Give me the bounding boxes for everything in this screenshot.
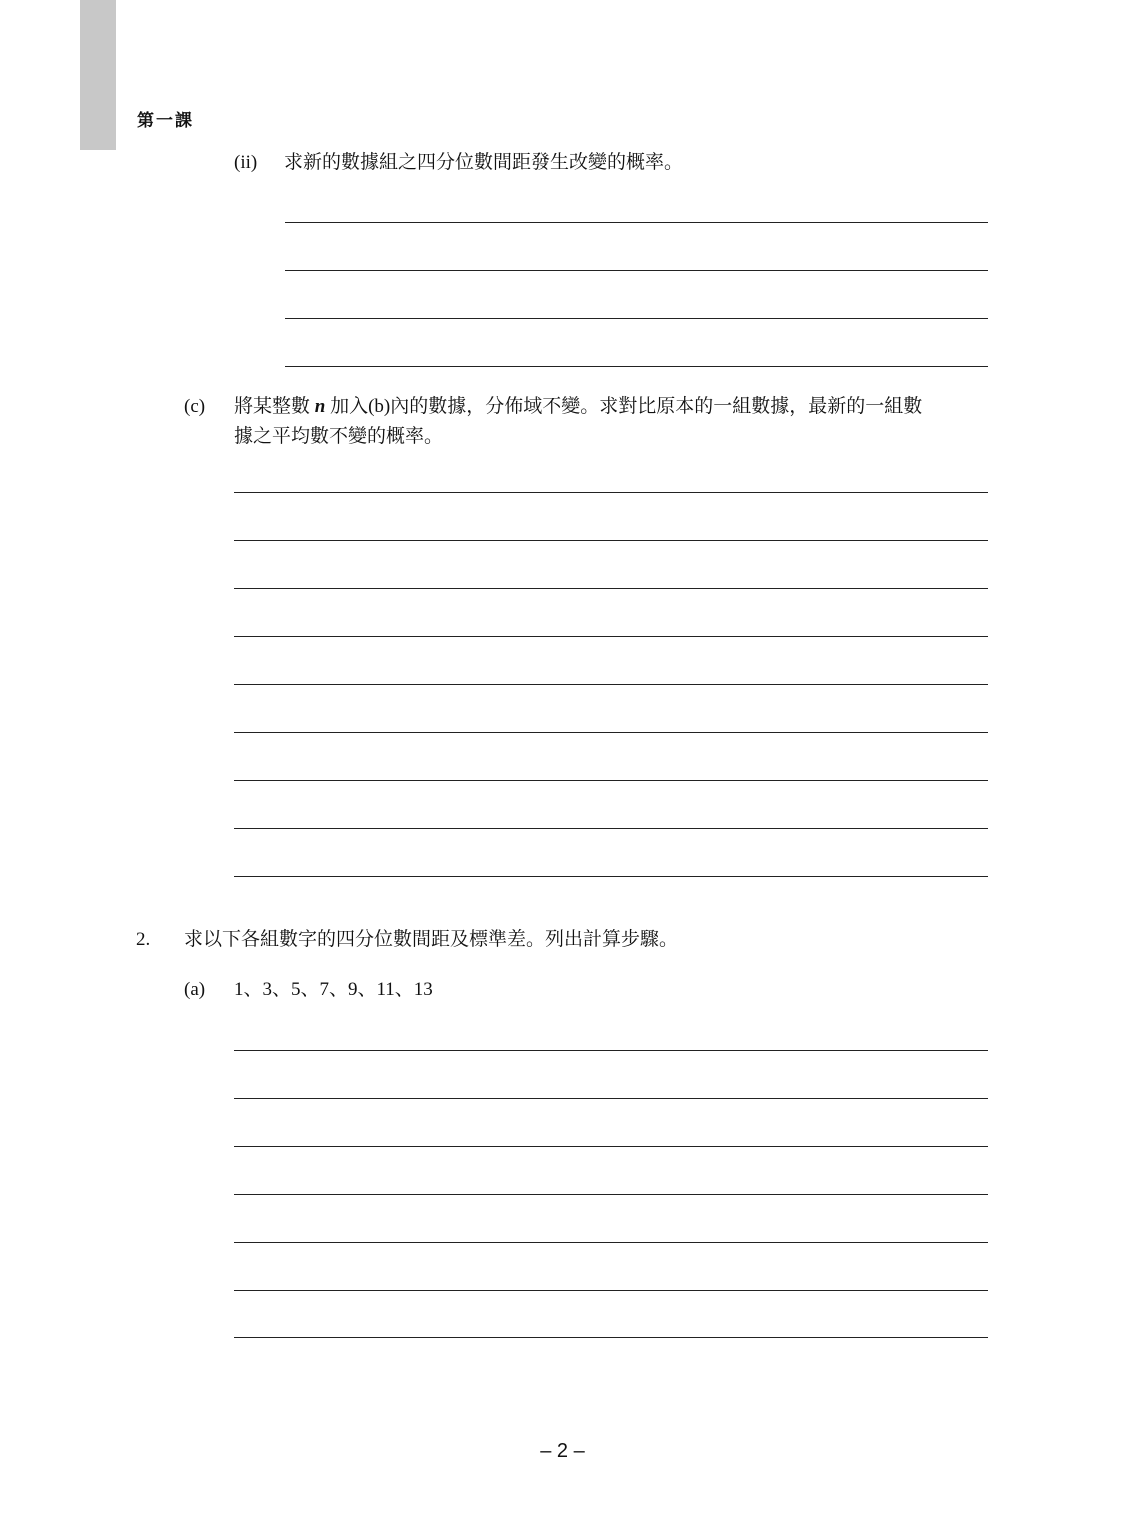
- q1-c-text-before: 將某整數: [234, 396, 315, 417]
- q2-a-text: 1、3、5、7、9、11、13: [234, 979, 433, 1000]
- answer-line: [285, 318, 988, 319]
- lesson-title: 第一課: [137, 111, 194, 130]
- q2-text: 求以下各組數字的四分位數間距及標準差。列出計算步驟。: [184, 929, 679, 950]
- answer-line: [285, 270, 988, 271]
- answer-line: [234, 1194, 988, 1195]
- answer-line: [234, 1146, 988, 1147]
- answer-line: [285, 222, 988, 223]
- q1-c-line2: 據之平均數不變的概率。: [234, 426, 444, 447]
- answer-line: [285, 366, 988, 367]
- q1-ii-text: 求新的數據組之四分位數間距發生改變的概率。: [284, 152, 684, 173]
- answer-line: [234, 876, 988, 877]
- q2-number: 2.: [136, 929, 151, 950]
- q1-c-line1: [234, 392, 922, 422]
- side-tab: [80, 0, 116, 150]
- answer-line: [234, 1242, 988, 1243]
- answer-line: [234, 1337, 988, 1338]
- answer-line: [234, 588, 988, 589]
- answer-line: [234, 732, 988, 733]
- answer-line: [234, 540, 988, 541]
- q1-c-text-after: 加入(b)內的數據，分佈域不變。求對比原本的一組數據，最新的一組數: [325, 396, 923, 417]
- answer-line: [234, 636, 988, 637]
- answer-line: [234, 1050, 988, 1051]
- q1-ii-label: (ii): [234, 152, 258, 173]
- q1-c-label: (c): [184, 396, 206, 417]
- answer-line: [234, 684, 988, 685]
- answer-line: [234, 492, 988, 493]
- page-number: – 2 –: [540, 1440, 585, 1462]
- answer-line: [234, 828, 988, 829]
- answer-line: [234, 1098, 988, 1099]
- answer-line: [234, 780, 988, 781]
- answer-line: [234, 1290, 988, 1291]
- q2-a-label: (a): [184, 979, 206, 1000]
- q1-c-variable: n: [314, 396, 326, 417]
